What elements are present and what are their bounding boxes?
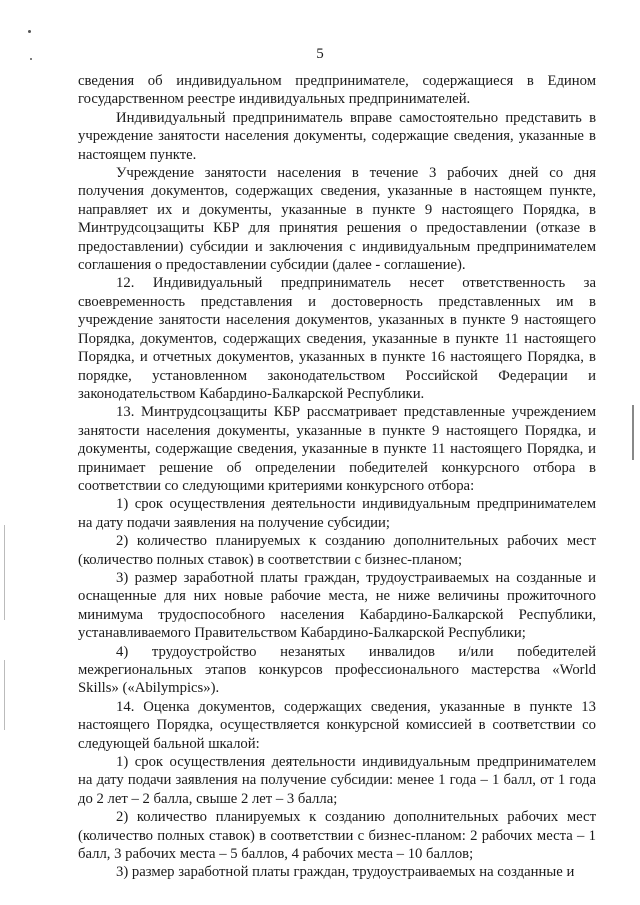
paragraph-item-14: 14. Оценка документов, содержащих сведения, указанные в пункте 13 настоящего Порядка, осуществляется конкурсной комиссией в соответствии со следующей бальной шкалой: — [78, 698, 596, 752]
scan-edge-mark — [4, 660, 5, 730]
page-number: 5 — [316, 46, 324, 62]
paragraph: Индивидуальный предприниматель вправе самостоятельно представить в учреждение занятости населения документы, содержащие сведения, указанные в настоящем пункте. — [78, 109, 596, 163]
score-item-1: 1) срок осуществления деятельности индивидуальным предпринимателем на дату подачи заявления на получение субсидии: менее 1 года – 1 балл, от 1 года до 2 лет – 2 балла, свыше 2 лет – 3 балла; — [78, 754, 596, 807]
score-item-2: 2) количество планируемых к созданию дополнительных рабочих мест (количество полных ставок) в соответствии с бизнес-планом: 2 рабочих места – 1 балл, 3 рабочих места – 5 баллов, 4 рабочих места – 10 баллов; — [78, 809, 596, 863]
paragraph-item-12: 12. Индивидуальный предприниматель несет ответственность за своевременность представления и достоверность представленных им в учреждение занятости населения документов, указанных в пункте 9 настоящего Порядка, документов, содержащих сведения, указанные в пункте 11 настоящего Порядка, и отчетных документов, указанных в пункте 16 настоящего Порядка, в порядке, установленном законодательством Российской Федерации и законодательством Кабардино-Балкарской Республики. — [78, 275, 596, 402]
paragraph: Учреждение занятости населения в течение 3 рабочих дней со дня получения документов, содержащих сведения, указанные в настоящем пункте, направляет их и документы, указанные в пункте 9 настоящего Порядка, в Минтрудсоцзащиты КБР для принятия решения о предоставлении (отказе в предоставлении) субсидии и заключения с индивидуальным предпринимателем соглашения о предоставлении субсидии (далее - соглашение). — [78, 165, 596, 274]
scan-edge-mark — [632, 405, 634, 460]
document-body — [78, 72, 596, 882]
scan-edge-mark — [4, 525, 5, 620]
scan-dot — [28, 30, 31, 33]
criteria-item-1: 1) срок осуществления деятельности индивидуальным предпринимателем на дату подачи заявления на получение субсидии; — [78, 496, 596, 531]
criteria-item-2: 2) количество планируемых к созданию дополнительных рабочих мест (количество полных ставок) в соответствии с бизнес-планом; — [78, 533, 596, 568]
scan-dot — [30, 58, 32, 60]
score-item-3: 3) размер заработной платы граждан, трудоустраиваемых на созданные и — [116, 864, 575, 881]
paragraph-continuation: сведения об индивидуальном предпринимателе, содержащиеся в Едином государственном реестре индивидуальных предпринимателей. — [78, 73, 596, 108]
criteria-item-4: 4) трудоустройство незанятых инвалидов и/или победителей межрегиональных этапов конкурсов профессионального мастерства «World Skills» («Abilympics»). — [78, 643, 596, 697]
criteria-item-3: 3) размер заработной платы граждан, трудоустраиваемых на созданные и оснащенные для них новые рабочие места, не ниже величины прожиточного минимума трудоспособного населения Кабардино-Балкарской Республики, устанавливаемого Правительством Кабардино-Балкарской Республики; — [78, 569, 596, 642]
paragraph-item-13: 13. Минтрудсоцзащиты КБР рассматривает представленные учреждением занятости населения документы, указанные в пункте 9 настоящего Порядка, и документы, содержащие сведения, указанные в пункте 11 настоящего Порядка, и принимает решение об определении победителей конкурсного отбора в соответствии со следующими критериями конкурсного отбора: — [78, 404, 596, 494]
